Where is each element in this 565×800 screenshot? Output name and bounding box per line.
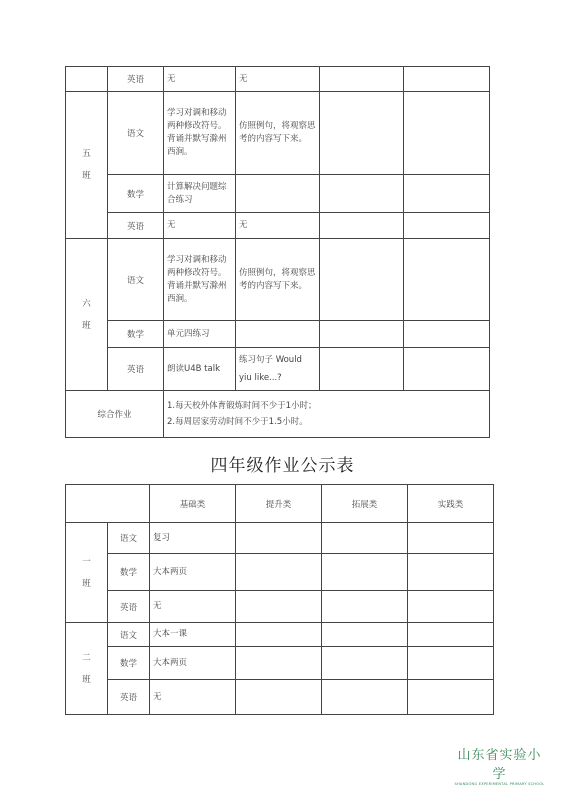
page-title: 四年级作业公示表 (210, 456, 355, 476)
table-row (66, 554, 494, 591)
empty-cell (236, 647, 322, 680)
subject-english: 英语 (108, 213, 164, 239)
table-row (66, 623, 494, 647)
comprehensive-label: 综合作业 (66, 391, 164, 438)
subject-chinese: 语文 (108, 523, 150, 554)
header-basic: 基础类 (150, 485, 236, 523)
basic-cell: 大本两页 (150, 647, 236, 680)
header-improve: 提升类 (236, 485, 322, 523)
empty-cell (236, 554, 322, 591)
empty-cell (404, 239, 490, 321)
subject-math: 数学 (108, 175, 164, 213)
subject-english: 英语 (108, 348, 164, 391)
basic-cell: 无 (164, 213, 236, 239)
basic-cell: 计算解决问题综合练习 (164, 175, 236, 213)
grade4-homework-table (65, 484, 494, 715)
empty-cell (236, 623, 322, 647)
empty-cell (404, 67, 490, 92)
extend-cell: 无 (236, 67, 320, 92)
table-row (66, 523, 494, 554)
comprehensive-line-2: 2.每周居家劳动时间不少于1.5小时。 (167, 417, 308, 427)
school-logo-chinese: 山东省实验小学 (457, 748, 542, 782)
subject-math: 数学 (108, 321, 164, 348)
basic-cell: 单元四练习 (164, 321, 236, 348)
empty-cell (408, 680, 494, 715)
empty-cell (404, 213, 490, 239)
class-label-6: 六 班 (66, 239, 108, 391)
table-row (66, 213, 490, 239)
subject-english: 英语 (108, 67, 164, 92)
table-row (66, 647, 494, 680)
empty-cell (408, 647, 494, 680)
empty-cell (320, 67, 404, 92)
empty-cell (320, 175, 404, 213)
empty-cell (320, 321, 404, 348)
empty-cell (322, 680, 408, 715)
header-row (66, 485, 494, 523)
comprehensive-content (164, 391, 490, 438)
empty-cell (408, 591, 494, 623)
empty-cell (408, 623, 494, 647)
extend-cell: 仿照例句，将观察思考的内容写下来。 (236, 239, 320, 321)
header-extend: 拓展类 (322, 485, 408, 523)
school-logo-english: SHANDONG EXPERIMENTAL PRIMARY SCHOOL (454, 782, 545, 786)
basic-cell: 学习对调和移动两种修改符号。背诵并默写滁州西涧。 (164, 92, 236, 175)
subject-english: 英语 (108, 591, 150, 623)
empty-cell (320, 239, 404, 321)
school-logo (452, 744, 547, 786)
extend-cell: 无 (236, 213, 320, 239)
extend-cell: 仿照例句，将观察思考的内容写下来。 (236, 92, 320, 175)
empty-cell (322, 647, 408, 680)
empty-cell (320, 213, 404, 239)
class-cell-empty (66, 67, 108, 92)
empty-cell (236, 523, 322, 554)
empty-cell (236, 321, 320, 348)
subject-chinese: 语文 (108, 239, 164, 321)
basic-cell: 朗读U4B talk (164, 348, 236, 391)
subject-chinese: 语文 (108, 623, 150, 647)
empty-cell (322, 591, 408, 623)
table-row (66, 348, 490, 391)
empty-cell (320, 348, 404, 391)
basic-cell: 无 (164, 67, 236, 92)
basic-cell: 无 (150, 680, 236, 715)
empty-cell (404, 175, 490, 213)
class-label-5: 五 班 (66, 92, 108, 239)
table-row (66, 680, 494, 715)
subject-math: 数学 (108, 554, 150, 591)
table-row (66, 175, 490, 213)
basic-cell: 学习对调和移动两种修改符号。背诵并默写滁州西涧。 (164, 239, 236, 321)
class-label-1: 一 班 (66, 523, 108, 623)
basic-cell: 无 (150, 591, 236, 623)
empty-cell (322, 623, 408, 647)
empty-cell (236, 591, 322, 623)
table-row (66, 67, 490, 92)
basic-cell: 大本一课 (150, 623, 236, 647)
empty-cell (404, 321, 490, 348)
header-practice: 实践类 (408, 485, 494, 523)
homework-table-continued (65, 66, 490, 438)
basic-cell: 复习 (150, 523, 236, 554)
empty-cell (320, 92, 404, 175)
empty-cell (236, 680, 322, 715)
header-corner-cell (66, 485, 150, 523)
table-row (66, 591, 494, 623)
class-label-2: 二 班 (66, 623, 108, 715)
table-row (66, 92, 490, 175)
empty-cell (322, 523, 408, 554)
comprehensive-line-1: 1.每天校外体育锻炼时间不少于1小时； (167, 401, 317, 411)
table-row (66, 239, 490, 321)
table-row (66, 321, 490, 348)
basic-cell: 大本两页 (150, 554, 236, 591)
table-row (66, 391, 490, 438)
empty-cell (408, 554, 494, 591)
empty-cell (236, 175, 320, 213)
subject-math: 数学 (108, 647, 150, 680)
subject-english: 英语 (108, 680, 150, 715)
empty-cell (404, 348, 490, 391)
subject-chinese: 语文 (108, 92, 164, 175)
empty-cell (408, 523, 494, 554)
extend-cell: 练习句子 Would yiu like...? (236, 348, 320, 391)
empty-cell (404, 92, 490, 175)
empty-cell (322, 554, 408, 591)
